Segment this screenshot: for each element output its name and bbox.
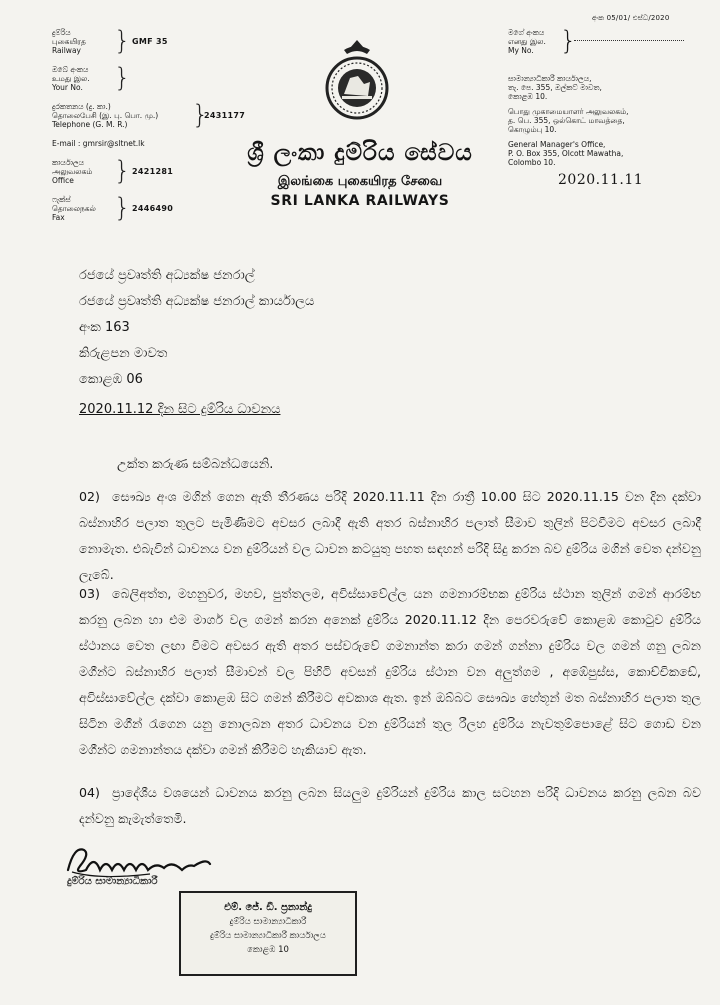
your-no-label-en: Your No.: [52, 83, 83, 92]
office-label-en: Office: [52, 176, 74, 185]
railway-label-si: දුම්රිය: [52, 28, 71, 37]
fax-label-en: Fax: [52, 213, 65, 222]
recipient-line: රජයේ ප්‍රවෘත්ති අධ්‍යක්ෂ ජනරාල් කාර්යාලය: [79, 294, 315, 309]
email-address: E-mail : gmrsir@sltnet.lk: [52, 139, 145, 148]
address-line: තැ. පෙ. 355, ඔල්කට් මාවත,: [508, 83, 602, 92]
paragraph-04: [79, 780, 701, 832]
fax-label-ta: தொலைநகல்: [52, 204, 96, 213]
office-label-si: කාර්යාලය: [52, 158, 85, 167]
recipient-line: කිරුළපන මාවත: [79, 346, 168, 361]
your-no-label-ta: உமது இல.: [52, 74, 90, 83]
recipient-line: අංක 163: [79, 320, 130, 335]
address-line: සාමාන්‍යාධිකාරී කාර්යාලය,: [508, 74, 592, 83]
title-tamil: இலங்கை புகையிரத சேவை: [277, 174, 443, 189]
title-english: SRI LANKA RAILWAYS: [270, 193, 450, 209]
telephone-row: [52, 102, 262, 129]
paragraph-number: 03): [79, 586, 100, 601]
fax-label-si: ෆැක්ස්: [52, 195, 71, 204]
railway-code: GMF 35: [132, 37, 168, 46]
official-stamp: [179, 891, 357, 976]
railway-emblem-icon: [320, 38, 394, 122]
stamp-line: දුම්රිය සාමාන්‍යාධිකාරී කාර්යාලය: [210, 931, 326, 941]
address-line: Colombo 10.: [508, 158, 556, 167]
stamp-line: කොළඹ 10: [247, 945, 289, 955]
railway-row: [52, 28, 262, 55]
telephone-label-si: දුරකතනය (දු. කා.): [52, 102, 111, 111]
paragraph-02: [79, 484, 701, 588]
brace-icon: }: [114, 193, 131, 223]
paragraph-text: බෙලිඅත්ත, මහනුවර, මහව, පුත්තලම, අවිස්සාවේල්ල යන ගමනාරම්භක දුම්රිය ස්ථාන තුලින් ගමන් ආරම්භ කරනු ලබන හා එම මාර්ග වල ගමන් කරන අනෙක් දුම්රිය 2020.11.12 දින පෙරවරුවේ කොළඹ කොටුව දුම්රිය ස්ථානය වෙත ලඟා වීමට අවසර ඇති අතර පස්වරුවේ ගමනාන්ත කරා ගමන් ගන්නා දුම්රිය වල ගමන් ගනු ලබන මගීන්ට බස්නාහිර පලාත් සීමාවන් වල පිහිටි අවසන් දුම්රිය ස්ථාන වන අලුත්ගම , අඹේපුස්ස, කොච්චිකඩේ, අවිස්සාවේල්ල දක්වා කොළඹ සිට ගමන් කිරීමට අවකාශ ඇත. ඉන් ඔබ්බට සෞඛ්‍ය හේතූන් මත බස්නාහිර පලාත තුල සිටින මගීන් රැගෙන යනු නොලබන අතර ධාවනය වන දුම්රියන් තුල රීලහ දුම්රිය නැවතුම්පොළේ සිට ගොඩ වන මගීන්ට ගමනාන්තය දක්වා ගමන් කිරීමට හැකියාව ඇත.: [79, 586, 701, 757]
address-line: කොළඹ 10.: [508, 92, 548, 101]
stamp-line: දුම්රිය සාමාන්‍යාධිකාරී: [229, 917, 307, 927]
telephone-label-ta: தொலைபேசி (இ. பு. பொ. மு.): [52, 111, 159, 120]
address-line: P. O. Box 355, Olcott Mawatha,: [508, 149, 624, 158]
address-line: General Manager's Office,: [508, 140, 606, 149]
address-english: [508, 140, 698, 167]
office-label-ta: அலுவலகம்: [52, 167, 93, 176]
letter-date: 2020.11.11: [558, 172, 644, 188]
signatory-title: දුම්රිය සාමාන්‍යාධිකාරී: [67, 876, 158, 887]
my-no-label-en: My No.: [508, 46, 534, 55]
letter-subject: 2020.11.12 දින සිට දුම්රිය ධාවනය: [79, 402, 281, 417]
recipient-line: රජයේ ප්‍රවෘත්ති අධ්‍යක්ෂ ජනරාල්: [79, 268, 255, 283]
brace-icon: }: [192, 100, 209, 130]
my-no-label-ta: எனது இல.: [508, 37, 546, 46]
my-no-label-si: මගේ අංකය: [508, 28, 545, 37]
letter-greeting: උක්ත කරුණ සම්බන්ධයෙනි.: [117, 457, 274, 472]
address-sinhala: [508, 74, 698, 101]
stamp-name: එම්. ජේ. ඩී. ප්‍රනාන්දු: [224, 902, 312, 913]
recipient-line: කොළඹ 06: [79, 372, 143, 387]
your-no-label-si: ඔබේ අංකය: [52, 65, 89, 74]
brace-icon: }: [560, 26, 577, 56]
paragraph-text: ප්‍රාදේශීය වශයෙන් ධාවනය කරනු ලබන සියලුම දුම්රියන් දුම්රිය කාල සටහන පරිදි ධාවනය කරනු ලබන බව දන්වනු කැමැත්තෙමි.: [79, 785, 701, 826]
reference-number: අංක 05/01/ එස්ධ/2020: [592, 14, 670, 22]
address-line: கொழும்பு 10.: [508, 125, 557, 134]
brace-icon: }: [114, 26, 131, 56]
railway-label-en: Railway: [52, 46, 81, 55]
brace-icon: }: [114, 63, 131, 93]
your-no-row: [52, 65, 262, 92]
fax-number: 2446490: [132, 204, 174, 213]
paragraph-03: [79, 581, 701, 763]
paragraph-text: සෞඛ්‍ය අංශ මගින් ගෙන ඇති තීරණය පරිදි 2020.11.11 දින රාත්‍රී 10.00 සිට 2020.11.15 වන දින දක්වා බස්නාහිර පලාත තුලට පැමිණීමට අවසර ලබාදී ඇති අතර බස්නාහිර පලාත් සීමාව තුලින් පිටවීමට අවසර ලබාදී නොමැත. එබැවින් ධාවනය වන දුම්රියන් වල ධාවන කටයුතු පහත සඳහන් පරිදි සිදු කරන බව දුම්රිය මගින් වෙත දන්වනු ලැබේ.: [79, 489, 701, 582]
address-line: த. பெ. 355, ஒல்கொட் மாவத்தை,: [508, 116, 625, 125]
office-number: 2421281: [132, 167, 174, 176]
paragraph-number: 02): [79, 489, 100, 504]
railway-label-ta: புகையிரத: [52, 37, 86, 46]
postal-address: [508, 74, 698, 173]
telephone-label-en: Telephone (G. M. R.): [52, 120, 128, 129]
address-line: பொது முகாமையாளர் அலுவலகம்,: [508, 107, 629, 116]
my-no-dotted-line: [574, 40, 684, 41]
recipient-address: [79, 263, 314, 393]
title-sinhala: ශ්‍රී ලංකා දුම්රිය සේවය: [247, 140, 473, 166]
paragraph-number: 04): [79, 785, 100, 800]
brace-icon: }: [114, 156, 131, 186]
address-tamil: [508, 107, 698, 134]
telephone-number: 2431177: [204, 111, 246, 120]
